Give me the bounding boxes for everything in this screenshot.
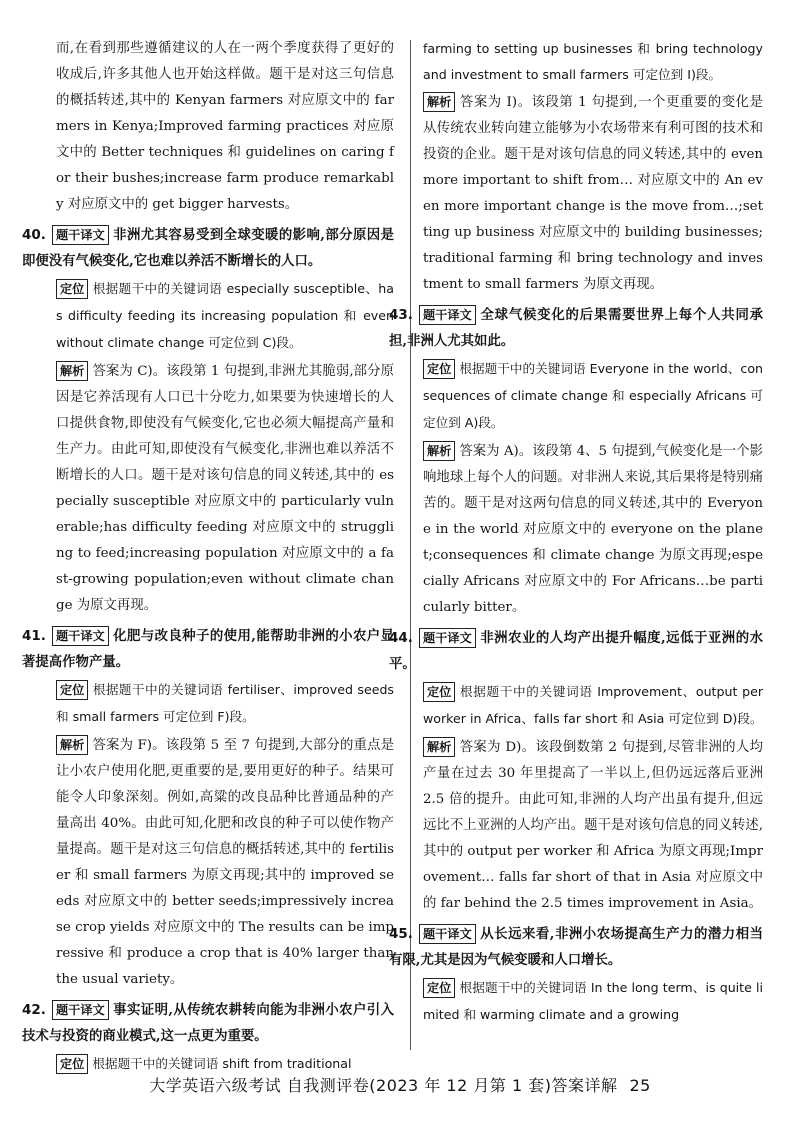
question-40 [22, 222, 394, 619]
footer-title: 大学英语六级考试 自我测评卷(2023 年 12 月第 1 套)答案详解 [149, 1076, 618, 1095]
question-translation: 化肥与改良种子的使用,能帮助非洲的小农户显著提高作物产量。 [22, 628, 394, 670]
q42-locate-continuation: farming to setting up businesses 和 bring technology and investment to small farmers 可定位到 I)段。 [423, 41, 763, 82]
locate-tag: 定位 [423, 682, 455, 702]
question-translation: 事实证明,从传统农耕转向能为非洲小农户引入技术与投资的商业模式,这一点更为重要。 [22, 1002, 394, 1044]
question-45 [389, 921, 763, 1029]
translation-tag: 题干译文 [419, 305, 476, 325]
question-translation: 非洲尤其容易受到全球变暖的影响,部分原因是即便没有气候变化,它也难以养活不断增长的人口。 [22, 227, 394, 269]
locate-tag: 定位 [56, 680, 88, 700]
question-number: 41. [22, 628, 46, 644]
question-44 [389, 625, 763, 917]
left-column [22, 36, 394, 1078]
locate-text: 根据题干中的关键词语 especially susceptible、has difficulty feeding its increasing population 和 even without climate change 可定位到 C)段。 [56, 281, 394, 350]
translation-tag: 题干译文 [419, 924, 476, 944]
question-number: 45. [389, 926, 413, 942]
locate-tag: 定位 [56, 1054, 88, 1074]
analysis-text: 答案为 A)。该段第 4、5 句提到,气候变化是一个影响地球上每个人的问题。对非洲人来说,其后果将是特别痛苦的。题干是对这两句信息的同义转述,其中的 Everyone in the world 对应原文中的 everyone on the planet;consequences 和 climate change 为原文再现;especially Africans 对应原文中的 For Africans…be particularly bitter。 [423, 444, 763, 615]
translation-tag: 题干译文 [52, 626, 109, 646]
locate-text: 根据题干中的关键词语 Improvement、output per worker in Africa、falls far short 和 Asia 可定位到 D)段。 [423, 684, 763, 726]
question-translation: 非洲农业的人均产出提升幅度,远低于亚洲的水平。 [389, 630, 763, 672]
analysis-text: 答案为 I)。该段第 1 句提到,一个更重要的变化是从传统农业转向建立能够为小农场带来有利可图的技术和投资的企业。题干是对该句信息的同义转述,其中的 even more important to shift from… 对应原文中的 An even more important change is the move from…;setting up business 对应原文中的 building businesses;traditional farming 和 bring technology and investment to small farmers 为原文再现。 [423, 95, 763, 292]
analysis-tag: 解析 [423, 737, 455, 757]
locate-tag: 定位 [423, 359, 455, 379]
question-43 [389, 302, 763, 621]
locate-tag: 定位 [423, 978, 455, 998]
translation-tag: 题干译文 [52, 225, 109, 245]
analysis-tag: 解析 [56, 735, 88, 755]
question-translation: 从长远来看,非洲小农场提高生产力的潜力相当有限,尤其是因为气候变暖和人口增长。 [389, 926, 763, 968]
question-number: 42. [22, 1002, 46, 1018]
locate-text: 根据题干中的关键词语 fertiliser、improved seeds 和 small farmers 可定位到 F)段。 [56, 682, 394, 724]
analysis-text: 答案为 D)。该段倒数第 2 句提到,尽管非洲的人均产量在过去 30 年里提高了一半以上,但仍远远落后亚洲 2.5 倍的提升。由此可知,非洲的人均产出虽有提升,但远远比不上亚洲的人均产出。题干是对该句信息的同义转述,其中的 output per worker 和 Africa 为原文再现;Improvement… falls far short of that in Asia 对应原文中的 far behind the 2.5 times improvement in Asia。 [423, 740, 763, 911]
question-number: 40. [22, 227, 46, 243]
question-41 [22, 623, 394, 993]
column-divider [410, 40, 411, 1050]
locate-text: 根据题干中的关键词语 shift from traditional [92, 1056, 352, 1071]
analysis-tag: 解析 [56, 361, 88, 381]
locate-text: 根据题干中的关键词语 In the long term、is quite limited 和 warming climate and a growing [423, 980, 763, 1022]
locate-tag: 定位 [56, 279, 88, 299]
question-translation: 全球气候变化的后果需要世界上每个人共同承担,非洲人尤其如此。 [389, 307, 763, 349]
page-number: 25 [629, 1076, 651, 1095]
analysis-text: 答案为 F)。该段第 5 至 7 句提到,大部分的重点是让小农户使用化肥,更重要的是,要用更好的种子。结果可能令人印象深刻。例如,高粱的改良品种比普通品种的产量高出 40%。由此可知,化肥和改良的种子可以使作物产量提高。题干是对这三句信息的概括转述,其中的 fertiliser 和 small farmers 为原文再现;其中的 improved seeds 对应原文中的 better seeds;impressively increase crop yields 对应原文中的 The results can be impressive 和 produce a crop that is 40% larger than the usual variety。 [56, 738, 394, 987]
q39-continuation: 而,在看到那些遵循建议的人在一两个季度获得了更好的收成后,许多其他人也开始这样做。题干是对这三句信息的概括转述,其中的 Kenyan farmers 对应原文中的 farmers in Kenya;Improved farming practices 对应原文中的 Better techniques 和 guidelines on caring for their bushes;increase farm produce remarkably 对应原文中的 get bigger harvests。 [56, 41, 394, 212]
analysis-tag: 解析 [423, 92, 455, 112]
analysis-tag: 解析 [423, 441, 455, 461]
analysis-text: 答案为 C)。该段第 1 句提到,非洲尤其脆弱,部分原因是它养活现有人口已十分吃力,如果要为快速增长的人口提供食物,即使没有气候变化,它也必须大幅提高产量和生产力。由此可知,即使没有气候变化,非洲也难以养活不断增长的人口。题干是对该句信息的同义转述,其中的 especially susceptible 对应原文中的 particularly vulnerable;has difficulty feeding 对应原文中的 struggling to feed;increasing population 对应原文中的 a fast-growing population;even without climate change 为原文再现。 [56, 364, 394, 613]
locate-text: 根据题干中的关键词语 Everyone in the world、consequences of climate change 和 especially Africans 可定位到 A)段。 [423, 361, 763, 430]
right-column [389, 36, 763, 1029]
translation-tag: 题干译文 [52, 1000, 109, 1020]
question-42 [22, 997, 394, 1078]
page-footer [0, 1073, 800, 1096]
question-number: 44. [389, 630, 413, 646]
translation-tag: 题干译文 [419, 628, 476, 648]
question-number: 43. [389, 307, 413, 323]
